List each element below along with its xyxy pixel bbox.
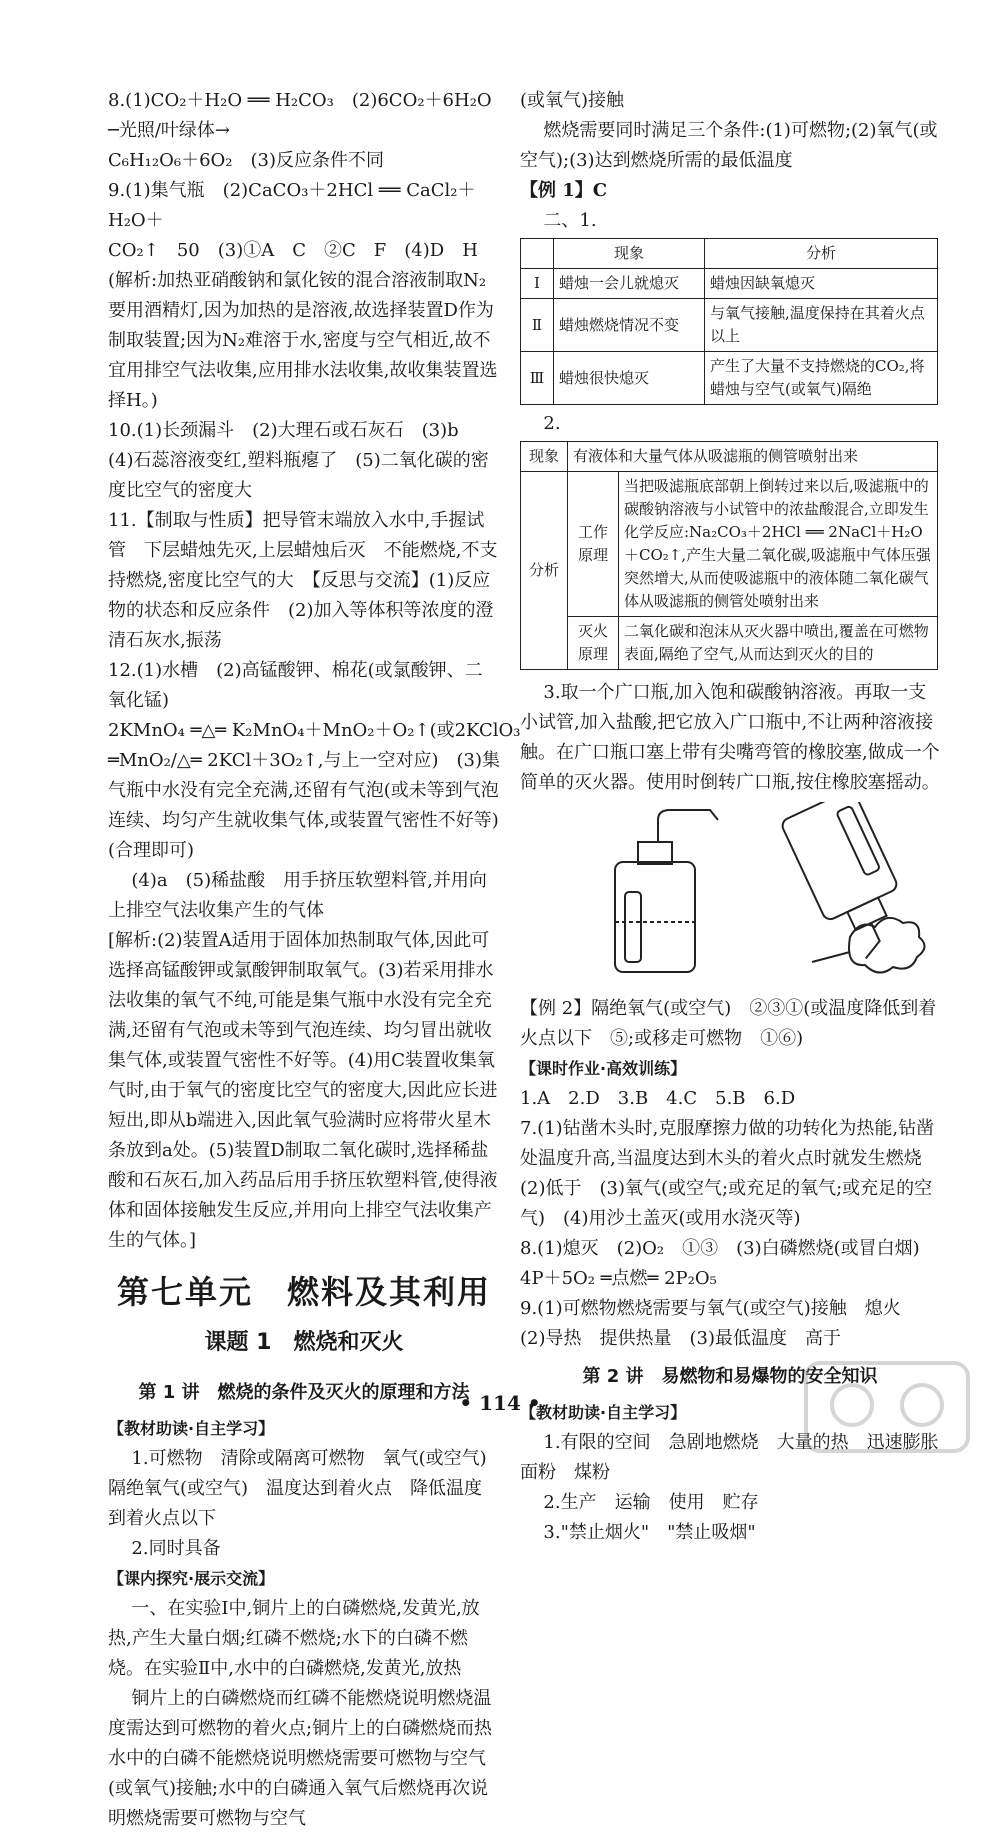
- combustion-conditions: 燃烧需要同时满足三个条件:(1)可燃物;(2)氧气(或空气);(3)达到燃烧所需的最低温度: [520, 120, 938, 171]
- answer-9-line2: CO₂↑ 50 (3)①A C ②C F (4)D H: [108, 240, 478, 261]
- table-cell: Ⅰ: [521, 269, 554, 299]
- explore-1: 一、在实验Ⅰ中,铜片上的白磷燃烧,发黄光,放热,产生大量白烟;红磷不燃烧;水下的白磷不燃烧。在实验Ⅱ中,水中的白磷燃烧,发黄光,放热: [108, 1598, 480, 1679]
- part-two-2: 2.: [543, 413, 561, 434]
- topic-title: 课题 1 燃烧和灭火: [204, 1330, 404, 1355]
- right-column: [520, 86, 957, 1548]
- part-two-1: 二、1.: [543, 210, 597, 231]
- page-number: • 114 •: [459, 1391, 541, 1415]
- table-cell: Ⅲ: [521, 352, 554, 405]
- table-cell: 蜡烛一会儿就熄灭: [554, 269, 705, 299]
- table-header-row: [521, 239, 938, 269]
- extinguisher-table: [520, 441, 938, 670]
- self-study-2-2: 2.生产 运输 使用 贮存: [543, 1492, 759, 1513]
- self-study-2-3: 3."禁止烟火" "禁止吸烟": [543, 1522, 756, 1543]
- table-cell: 产生了大量不支持燃烧的CO₂,将蜡烛与空气(或氧气)隔绝: [705, 352, 938, 405]
- answer-12-line4: (4)a (5)稀盐酸 用手挤压软塑料管,并用向上排空气法收集产生的气体: [108, 870, 487, 921]
- table-cell: 与氧气接触,温度保持在其着火点以上: [705, 299, 938, 352]
- table-cell: 蜡烛因缺氧熄灭: [705, 269, 938, 299]
- table-cell: 工作原理: [568, 472, 619, 617]
- table-row: [521, 269, 938, 299]
- table-cell: 现象: [521, 442, 568, 472]
- self-study-2-1: 1.有限的空间 急剧地燃烧 大量的热 迅速膨胀 面粉 煤粉: [520, 1432, 957, 1483]
- homework-9: 9.(1)可燃物燃烧需要与氧气(或空气)接触 熄火: [520, 1298, 901, 1319]
- homework-1-6: 1.A 2.D 3.B 4.C 5.B 6.D: [520, 1088, 796, 1109]
- table-header: [521, 239, 554, 269]
- answer-12-line3: ═MnO₂/△═ 2KCl＋3O₂↑,与上一空对应) (3)集气瓶中水没有完全充满,还留有气泡(或未等到气泡连续、均匀产生就收集气体,或装置气密性不好等)(合理即可): [108, 750, 500, 861]
- example-1: 【例 1】C: [520, 180, 608, 201]
- answer-12-equation: 2KMnO₄ ═△═ K₂MnO₄＋MnO₂＋O₂↑(或2KClO₃: [108, 720, 521, 741]
- table-header: 现象: [554, 239, 705, 269]
- table-cell: 二氧化碳和泡沫从灭火器中喷出,覆盖在可燃物表面,隔绝了空气,从而达到灭火的目的: [619, 617, 938, 670]
- answer-8-line1: 8.(1)CO₂＋H₂O ══ H₂CO₃ (2)6CO₂＋6H₂O ─光照/叶绿体→: [108, 90, 492, 141]
- answer-10: 10.(1)长颈漏斗 (2)大理石或石灰石 (3)b (4)石蕊溶液变红,塑料瓶瘪了 (5)二氧化碳的密度比空气的密度大: [108, 420, 489, 501]
- explore-2-continued: (或氧气)接触: [520, 90, 625, 111]
- section-tag-self-study-2: 【教材助读·自主学习】: [520, 1403, 687, 1422]
- example-2: 【例 2】隔绝氧气(或空气) ②③①(或温度降低到着火点以下 ⑤;或移走可燃物 ①⑥): [520, 998, 937, 1049]
- self-study-2: 2.同时具备: [131, 1538, 221, 1559]
- watermark-logo: [802, 1359, 972, 1455]
- lecture-title: 第 1 讲 燃烧的条件及灭火的原理和方法: [138, 1382, 470, 1403]
- table-row: [521, 472, 938, 617]
- answer-9-analysis: (解析:加热亚硝酸钠和氯化铵的混合溶液制取N₂要用酒精灯,因为加热的是溶液,故选择装置D作为制取装置;因为N₂难溶于水,密度与空气相近,故不宜用排空气法收集,应用排水法收集,故收集装置选择H。): [108, 270, 498, 411]
- table-cell: 蜡烛很快熄灭: [554, 352, 705, 405]
- table-cell: 有液体和大量气体从吸滤瓶的侧管喷射出来: [568, 442, 938, 472]
- table-row: [521, 617, 938, 670]
- lecture-2-title: 第 2 讲 易燃物和易爆物的安全知识: [582, 1366, 878, 1387]
- section-tag-self-study: 【教材助读·自主学习】: [108, 1419, 275, 1438]
- table-cell: Ⅱ: [521, 299, 554, 352]
- homework-8-equation: 4P＋5O₂ ═点燃═ 2P₂O₅: [520, 1268, 717, 1289]
- section-tag-explore: 【课内探究·展示交流】: [108, 1569, 275, 1588]
- answer-12-analysis: [解析:(2)装置A适用于固体加热制取气体,因此可选择高锰酸钾或氯酸钾制取氧气。(3)若采用排水法收集的氧气不纯,可能是集气瓶中水没有完全充满,还留有气泡或未等到气泡连续、均匀冒出就收集气体,或装置气密性不好等。(4)用C装置收集氧气时,由于氧气的密度比空气的密度大,因此应长进短出,即从b端进入,因此氧气验满时应将带火星木条放到a处。(5)装置D制取二氧化碳时,选择稀盐酸和石灰石,加入药品后用手挤压软塑料管,使得液体和固体接触发生反应,并用向上排空气法收集产生的气体。]: [108, 930, 498, 1251]
- table-row: [521, 299, 938, 352]
- left-column: [108, 86, 521, 1834]
- table-row: [521, 442, 938, 472]
- answer-9-line1: 9.(1)集气瓶 (2)CaCO₃＋2HCl ══ CaCl₂＋H₂O＋: [108, 180, 476, 231]
- table-cell: 当把吸滤瓶底部朝上倒转过来以后,吸滤瓶中的碳酸钠溶液与小试管中的浓盐酸混合,立即发生化学反应:Na₂CO₃＋2HCl ══ 2NaCl＋H₂O＋CO₂↑,产生大量二氧化碳,吸滤瓶中气体压强突然增大,从而使吸滤瓶中的液体随二氧化碳气体从吸滤瓶的侧管处喷射出来: [619, 472, 938, 617]
- part-two-3: 3.取一个广口瓶,加入饱和碳酸钠溶液。再取一支小试管,加入盐酸,把它放入广口瓶中,不让两种溶液接触。在广口瓶口塞上带有尖嘴弯管的橡胶塞,做成一个简单的灭火器。使用时倒转广口瓶,按住橡胶塞摇动。: [520, 682, 940, 793]
- candle-table: [520, 238, 938, 405]
- table-row: [521, 352, 938, 405]
- extinguisher-illustration: [520, 802, 940, 982]
- table-cell: 蜡烛燃烧情况不变: [554, 299, 705, 352]
- table-cell: 分析: [521, 472, 568, 670]
- unit-title: 第七单元 燃料及其利用: [116, 1273, 491, 1311]
- homework-7: 7.(1)钻凿木头时,克服摩擦力做的功转化为热能,钻凿处温度升高,当温度达到木头的着火点时就发生燃烧: [520, 1118, 935, 1169]
- answer-11: 11.【制取与性质】把导管末端放入水中,手握试管 下层蜡烛先灭,上层蜡烛后灭 不能燃烧,不支持燃烧,密度比空气的大 【反思与交流】(1)反应物的状态和反应条件 (2)加入等体积等浓度的澄清石灰水,振荡: [108, 510, 498, 651]
- table-cell: 灭火原理: [568, 617, 619, 670]
- table-header: 分析: [705, 239, 938, 269]
- self-study-1: 1.可燃物 清除或隔离可燃物 氧气(或空气) 隔绝氧气(或空气) 温度达到着火点 降低温度到着火点以下: [108, 1448, 505, 1529]
- homework-8: 8.(1)熄灭 (2)O₂ ①③ (3)白磷燃烧(或冒白烟): [520, 1238, 920, 1259]
- answer-12-line1: 12.(1)水槽 (2)高锰酸钾、棉花(或氯酸钾、二氧化锰): [108, 660, 483, 711]
- answer-8-line2: C₆H₁₂O₆＋6O₂ (3)反应条件不同: [108, 150, 385, 171]
- homework-7-cont: (2)低于 (3)氧气(或空气;或充足的氧气;或充足的空气) (4)用沙土盖灭(或用水浇灭等): [520, 1178, 933, 1229]
- section-tag-homework: 【课时作业·高效训练】: [520, 1059, 687, 1078]
- explore-2: 铜片上的白磷燃烧而红磷不能燃烧说明燃烧温度需达到可燃物的着火点;铜片上的白磷燃烧而热水中的白磷不能燃烧说明燃烧需要可燃物与空气(或氧气)接触;水中的白磷通入氧气后燃烧再次说明燃烧需要可燃物与空气: [108, 1688, 493, 1829]
- homework-9-cont: (2)导热 提供热量 (3)最低温度 高于: [520, 1328, 841, 1349]
